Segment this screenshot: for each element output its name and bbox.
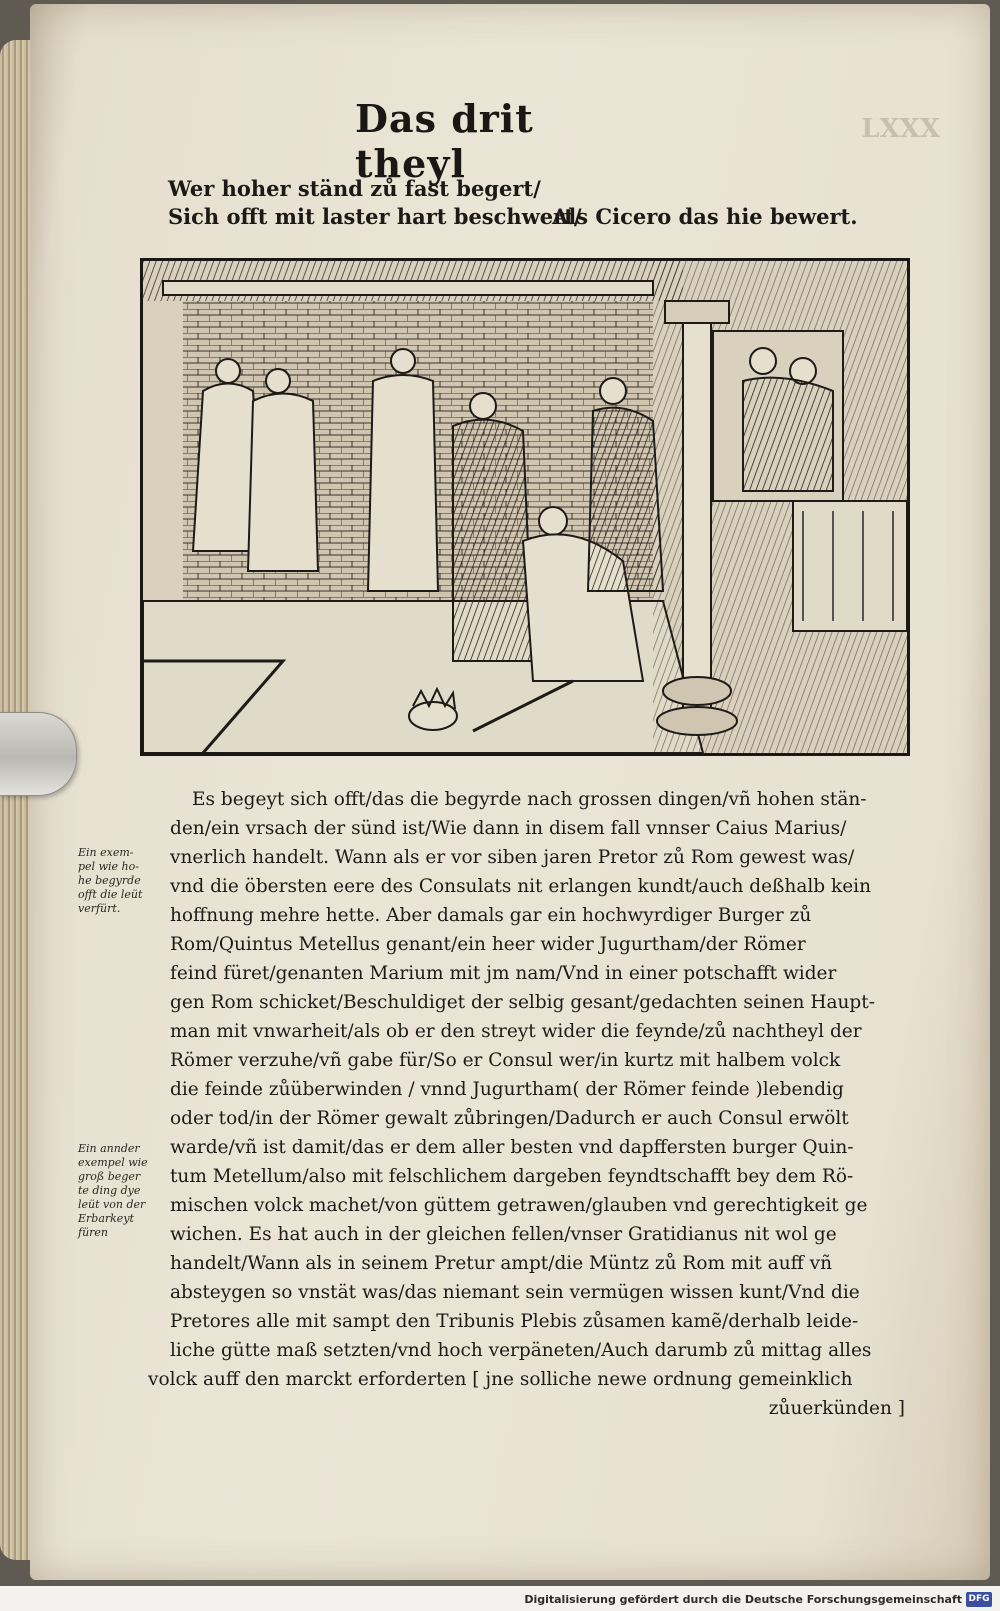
body-line: Rom/Quintus Metellus genant/ein heer wider Jugurtham/der Römer: [170, 934, 806, 955]
verse-line-3: Als Cicero das hie bewert.: [552, 204, 858, 229]
verse-line-1: Wer hoher ständ zů fast begert/: [168, 176, 541, 201]
margin-note-line: füren: [78, 1226, 109, 1239]
body-line: die feinde zůüberwinden / vnnd Jugurtham( der Römer feinde )lebendig: [170, 1079, 844, 1100]
margin-note-line: Ein annder: [78, 1142, 140, 1155]
body-line: vnd die öbersten eere des Consulats nit erlangen kundt/auch deßhalb kein: [170, 876, 871, 897]
body-line: liche gütte maß setzten/vnd hoch verpäneten/Auch darumb zů mittag alles: [170, 1340, 872, 1361]
body-line: tum Metellum/also mit felschlichem dargeben feyndtschafft bey dem Rö-: [170, 1166, 854, 1187]
page-clip: [0, 712, 77, 796]
body-line: absteygen so vnstät was/das niemant sein vermügen wissen kunt/Vnd die: [170, 1282, 860, 1303]
margin-note-line: he begyrde: [78, 874, 141, 887]
body-line: gen Rom schicket/Beschuldiget der selbig gesant/gedachten seinen Haupt-: [170, 992, 875, 1013]
body-line: mischen volck machet/von güttem getrawen/glauben vnd gerechtigkeit ge: [170, 1195, 868, 1216]
margin-note-line: pel wie ho-: [78, 860, 139, 873]
body-line: vnerlich handelt. Wann als er vor siben jaren Pretor zů Rom gewest was/: [170, 847, 855, 868]
body-line: handelt/Wann als in seinem Pretur ampt/die Müntz zů Rom mit auff vñ: [170, 1253, 833, 1274]
margin-note-line: Ein exem-: [78, 846, 134, 859]
margin-note-line: leüt von der: [78, 1198, 146, 1211]
margin-note-line: te ding dye: [78, 1184, 141, 1197]
body-line-last: zůuerkünden ]: [768, 1398, 905, 1419]
margin-note-line: verfürt.: [78, 902, 121, 915]
body-line: Es begeyt sich offt/das die begyrde nach grossen dingen/vñ hohen stän-: [192, 789, 867, 810]
margin-note-line: exempel wie: [78, 1156, 148, 1169]
body-line: feind füret/genanten Marium mit jm nam/Vnd in einer potschafft wider: [170, 963, 837, 984]
body-line: Pretores alle mit sampt den Tribunis Plebis zůsamen kamẽ/derhalb leide-: [170, 1311, 859, 1332]
margin-note-line: groß beger: [78, 1170, 141, 1183]
page-heading: Das drit theyl: [355, 96, 534, 186]
body-text: [148, 785, 913, 1423]
body-line: Römer verzuhe/vñ gabe für/So er Consul wer/in kurtz mit halbem volck: [170, 1050, 841, 1071]
dfg-logo: DFG: [966, 1592, 992, 1607]
body-line: wichen. Es hat auch in der gleichen fellen/vnser Gratidianus nit wol ge: [170, 1224, 837, 1245]
body-line: man mit vnwarheit/als ob er den streyt wider die feynde/zů nachtheyl der: [170, 1021, 862, 1042]
body-line: hoffnung mehre hette. Aber damals gar ein hochwyrdiger Burger zů: [170, 905, 812, 926]
margin-note-line: offt die leüt: [78, 888, 143, 901]
woodcut-illustration: [140, 258, 910, 756]
woodcut-scene: [143, 261, 907, 753]
footer-bar: [0, 1588, 1000, 1611]
digitization-credit: Digitalisierung gefördert durch die Deutsche Forschungsgemeinschaft: [524, 1593, 962, 1606]
verse-line-2: Sich offt mit laster hart beschwert/: [168, 204, 582, 229]
body-line: warde/vñ ist damit/das er dem aller besten vnd dapffersten burger Quin-: [170, 1137, 854, 1158]
body-line: den/ein vrsach der sünd ist/Wie dann in disem fall vnnser Caius Marius/: [170, 818, 847, 839]
bleed-through-text: LXXX: [861, 114, 940, 144]
margin-note-line: Erbarkeyt: [78, 1212, 134, 1225]
body-line: oder tod/in der Römer gewalt zůbringen/Dadurch er auch Consul erwölt: [170, 1108, 849, 1129]
body-line: volck auff den marckt erforderten [ jne solliche newe ordnung gemeinklich: [148, 1369, 853, 1390]
